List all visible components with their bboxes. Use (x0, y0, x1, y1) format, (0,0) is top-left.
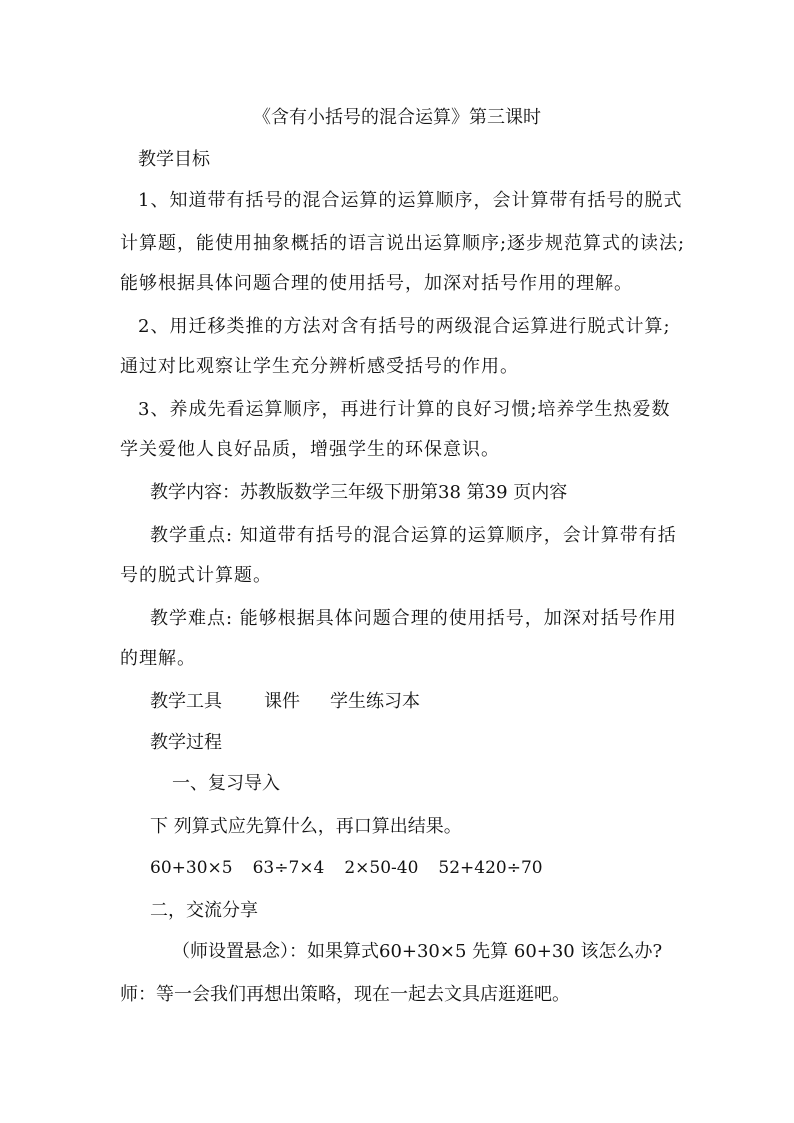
teacher-line-2: 师：等一会我们再想出策略，现在一起去文具店逛逛吧。 (120, 984, 570, 1005)
difficulty-line-1: 教学难点: 能够根据具体问题合理的使用括号，加深对括号作用 (150, 608, 677, 629)
expression: 2×50-40 (344, 858, 419, 878)
tools-label: 教学工具 (150, 691, 222, 712)
teaching-content: 教学内容：苏教版数学三年级下册第38 第39 页内容 (150, 482, 568, 503)
objective-2-line-1: 2、用迁移类推的方法对含有括号的两级混合运算进行脱式计算; (138, 316, 671, 337)
key-point-line-2: 号的脱式计算题。 (120, 565, 272, 586)
objective-1-line-3: 能够根据具体问题合理的使用括号，加深对括号作用的理解。 (120, 273, 633, 294)
objective-3-line-1: 3、养成先看运算顺序，再进行计算的良好习惯;培养学生热爱数 (138, 399, 671, 420)
teacher-line-1: （师设置悬念）：如果算式60+30×5 先算 60+30 该怎么办? (172, 941, 663, 962)
objectives-heading: 教学目标 (138, 149, 210, 170)
tools-item-workbook: 学生练习本 (330, 691, 420, 712)
expression: 63÷7×4 (252, 858, 325, 878)
process-heading: 教学过程 (150, 732, 222, 753)
tools-item-courseware: 课件 (264, 691, 300, 712)
instruction-text: 下 列算式应先算什么，再口算出结果。 (150, 816, 462, 837)
difficulty-line-2: 的理解。 (120, 648, 196, 669)
objective-2-line-2: 通过对比观察让学生充分辨析感受括号的作用。 (120, 356, 519, 377)
objective-1-line-2: 计算题，能使用抽象概括的语言说出运算顺序;逐步规范算式的读法; (120, 233, 686, 254)
expression: 52+420÷70 (438, 858, 543, 878)
page-title: 《含有小括号的混合运算》第三课时 (253, 107, 541, 128)
objective-3-line-2: 学关爱他人良好品质，增强学生的环保意识。 (120, 439, 500, 460)
teaching-tools (150, 690, 420, 714)
section-1-heading: 一、复习导入 (172, 773, 280, 794)
objective-1-line-1: 1、知道带有括号的混合运算的运算顺序，会计算带有括号的脱式 (138, 190, 683, 211)
expressions-row (150, 856, 563, 880)
section-2-heading: 二，交流分享 (150, 900, 258, 921)
key-point-line-1: 教学重点: 知道带有括号的混合运算的运算顺序，会计算带有括 (150, 525, 677, 546)
expression: 60+30×5 (150, 858, 233, 878)
